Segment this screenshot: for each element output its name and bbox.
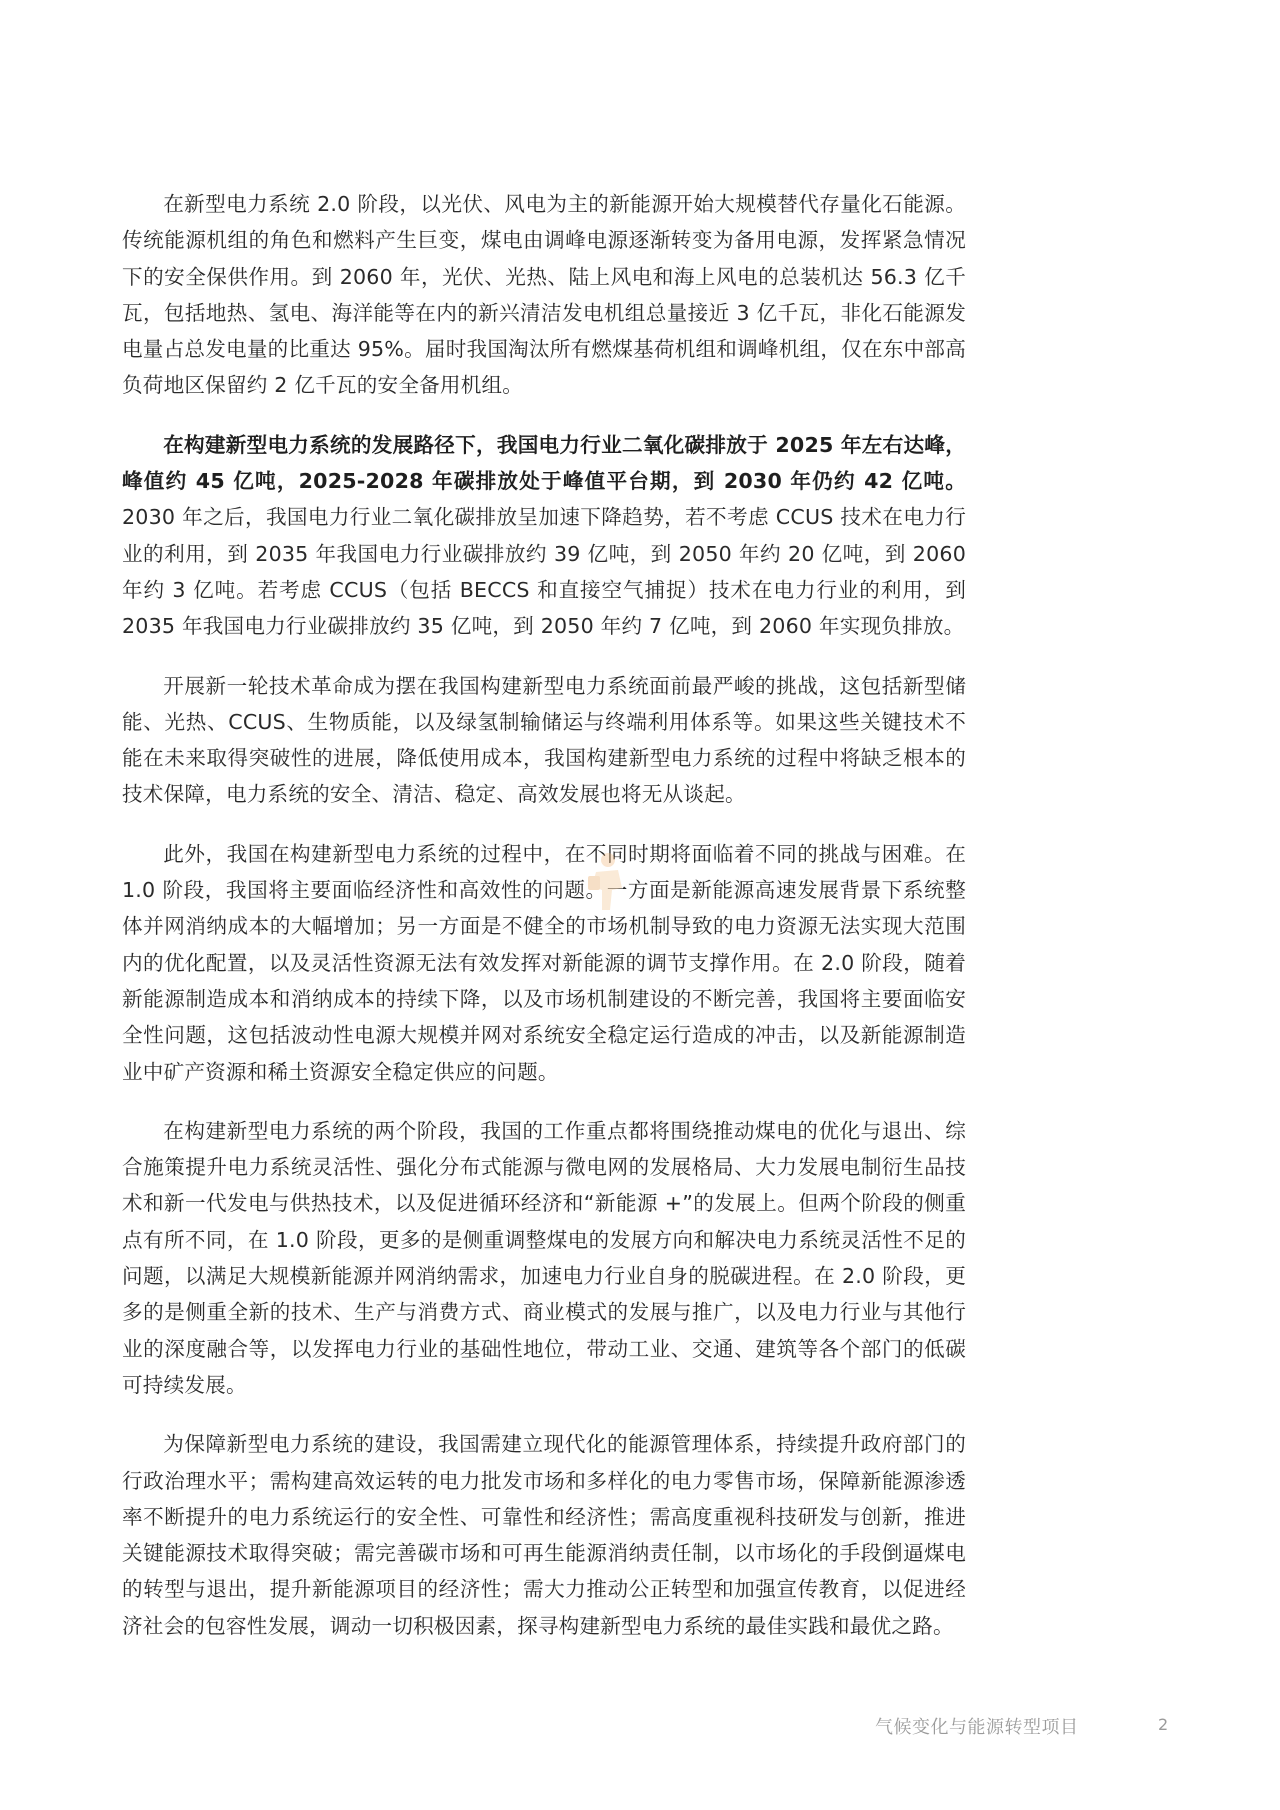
paragraph-3 xyxy=(122,668,966,813)
footer-page-number: 2 xyxy=(1158,1715,1169,1734)
paragraph-6-text: 为保障新型电力系统的建设，我国需建立现代化的能源管理体系，持续提升政府部门的行政治理水平；需构建高效运转的电力批发市场和多样化的电力零售市场，保障新能源渗透率不断提升的电力系统运行的安全性、可靠性和经济性；需高度重视科技研发与创新，推进关键能源技术取得突破；需完善碳市场和可再生能源消纳责任制，以市场化的手段倒逼煤电的转型与退出，提升新能源项目的经济性；需大力推动公正转型和加强宣传教育，以促进经济社会的包容性发展，调动一切积极因素，探寻构建新型电力系统的最佳实践和最优之路。 xyxy=(122,1432,966,1638)
paragraph-2-bold-lead: 在构建新型电力系统的发展路径下，我国电力行业二氧化碳排放于 2025 年左右达峰，峰值约 45 亿吨，2025-2028 年碳排放处于峰值平台期，到 2030 年仍约 42 亿吨。 xyxy=(122,432,966,494)
footer-project-title: 气候变化与能源转型项目 xyxy=(875,1717,1079,1738)
paragraph-5-text: 在构建新型电力系统的两个阶段，我国的工作重点都将围绕推动煤电的优化与退出、综合施策提升电力系统灵活性、强化分布式能源与微电网的发展格局、大力发展电制衍生品技术和新一代发电与供热技术，以及促进循环经济和“新能源 +”的发展上。但两个阶段的侧重点有所不同，在 1.0 阶段，更多的是侧重调整煤电的发展方向和解决电力系统灵活性不足的问题，以满足大规模新能源并网消纳需求，加速电力行业自身的脱碳进程。在 2.0 阶段，更多的是侧重全新的技术、生产与消费方式、商业模式的发展与推广，以及电力行业与其他行业的深度融合等，以发挥电力行业的基础性地位，带动工业、交通、建筑等各个部门的低碳可持续发展。 xyxy=(122,1118,966,1397)
document-body xyxy=(122,186,966,1667)
paragraph-6 xyxy=(122,1426,966,1644)
paragraph-3-text: 开展新一轮技术革命成为摆在我国构建新型电力系统面前最严峻的挑战，这包括新型储能、光热、CCUS、生物质能，以及绿氢制输储运与终端利用体系等。如果这些关键技术不能在未来取得突破性的进展，降低使用成本，我国构建新型电力系统的过程中将缺乏根本的技术保障，电力系统的安全、清洁、稳定、高效发展也将无从谈起。 xyxy=(122,673,966,807)
paragraph-1-text: 在新型电力系统 2.0 阶段，以光伏、风电为主的新能源开始大规模替代存量化石能源。传统能源机组的角色和燃料产生巨变，煤电由调峰电源逐渐转变为备用电源，发挥紧急情况下的安全保供作用。到 2060 年，光伏、光热、陆上风电和海上风电的总装机达 56.3 亿千瓦，包括地热、氢电、海洋能等在内的新兴清洁发电机组总量接近 3 亿千瓦，非化石能源发电量占总发电量的比重达 95%。届时我国淘汰所有燃煤基荷机组和调峰机组，仅在东中部高负荷地区保留约 2 亿千瓦的安全备用机组。 xyxy=(122,192,966,398)
paragraph-2 xyxy=(122,427,966,645)
paragraph-5 xyxy=(122,1113,966,1403)
watermark-icon xyxy=(578,850,634,916)
paragraph-1 xyxy=(122,186,966,404)
paragraph-4 xyxy=(122,836,966,1090)
paragraph-4-text: 此外，我国在构建新型电力系统的过程中，在不同时期将面临着不同的挑战与困难。在 1.0 阶段，我国将主要面临经济性和高效性的问题。一方面是新能源高速发展背景下系统整体并网消纳成本的大幅增加；另一方面是不健全的市场机制导致的电力资源无法实现大范围内的优化配置，以及灵活性资源无法有效发挥对新能源的调节支撑作用。在 2.0 阶段，随着新能源制造成本和消纳成本的持续下降，以及市场机制建设的不断完善，我国将主要面临安全性问题，这包括波动性电源大规模并网对系统安全稳定运行造成的冲击，以及新能源制造业中矿产资源和稀土资源安全稳定供应的问题。 xyxy=(122,841,966,1084)
paragraph-2-text: 2030 年之后，我国电力行业二氧化碳排放呈加速下降趋势，若不考虑 CCUS 技术在电力行业的利用，到 2035 年我国电力行业碳排放约 39 亿吨，到 2050 年约 20 亿吨，到 2060 年约 3 亿吨。若考虑 CCUS（包括 BECCS 和直接空气捕捉）技术在电力行业的利用，到 2035 年我国电力行业碳排放约 35 亿吨，到 2050 年约 7 亿吨，到 2060 年实现负排放。 xyxy=(122,505,966,639)
